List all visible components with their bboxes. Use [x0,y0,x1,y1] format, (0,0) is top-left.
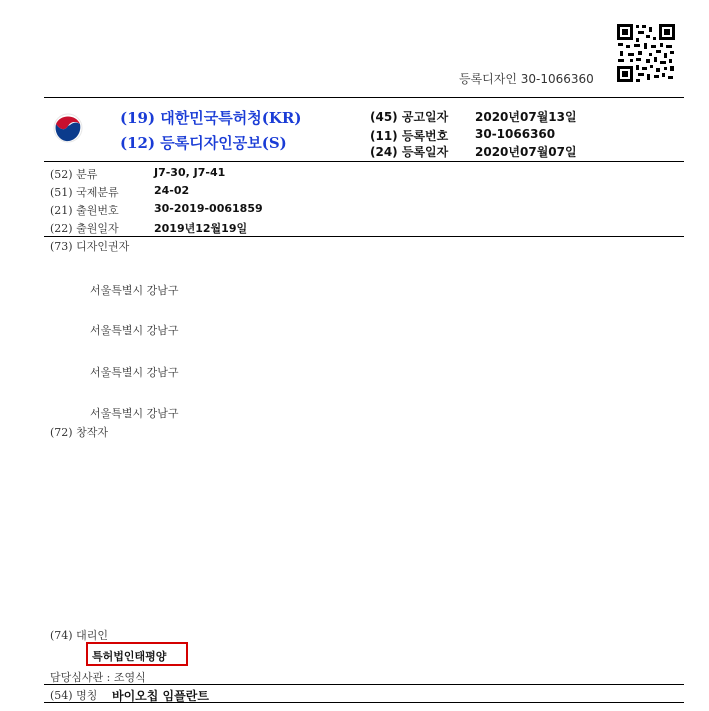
publication-type: (12) 등록디자인공보(S) [120,134,287,152]
registration-number-value: 30-1066360 [475,127,556,141]
qr-code-icon [616,23,676,83]
design-holders-label: (73) 디자인권자 [50,240,130,253]
classification-value: J7-30, J7-41 [154,166,226,179]
registration-number-label: (11) 등록번호 [370,129,449,143]
header-top-rule [44,97,684,98]
application-number-label: (21) 출원번호 [50,204,119,217]
design-title-value: 바이오칩 임플란트 [112,689,209,703]
application-number-value: 30-2019-0061859 [154,202,263,215]
title-bottom-rule [44,702,684,703]
agent-name: 특허법인태평양 [92,650,167,663]
header-bottom-rule [44,161,684,162]
taegeuk-emblem-icon [52,112,84,144]
announcement-date-label: (45) 공고일자 [370,110,449,124]
agent-label: (74) 대리인 [50,629,108,642]
holder-address: 서울특별시 강남구 [90,284,179,297]
issuing-office: (19) 대한민국특허청(KR) [120,109,302,127]
registration-date-label: (24) 등록일자 [370,145,449,159]
application-date-value: 2019년12월19일 [154,222,248,235]
intl-classification-value: 24-02 [154,184,190,197]
registration-number-top: 등록디자인 30-1066360 [459,72,594,86]
holder-address: 서울특별시 강남구 [90,366,179,379]
holder-address: 서울특별시 강남구 [90,324,179,337]
title-top-rule [44,684,684,685]
examiner: 담당심사관 : 조영식 [50,671,146,684]
announcement-date-value: 2020년07월13일 [475,110,577,124]
intl-classification-label: (51) 국제분류 [50,186,119,199]
design-title-label: (54) 명칭 [50,689,98,702]
creators-label: (72) 창작자 [50,426,108,439]
registration-date-value: 2020년07월07일 [475,145,577,159]
classification-label: (52) 분류 [50,168,98,181]
application-date-label: (22) 출원일자 [50,222,119,235]
holder-address: 서울특별시 강남구 [90,407,179,420]
fields-rule [44,236,684,237]
